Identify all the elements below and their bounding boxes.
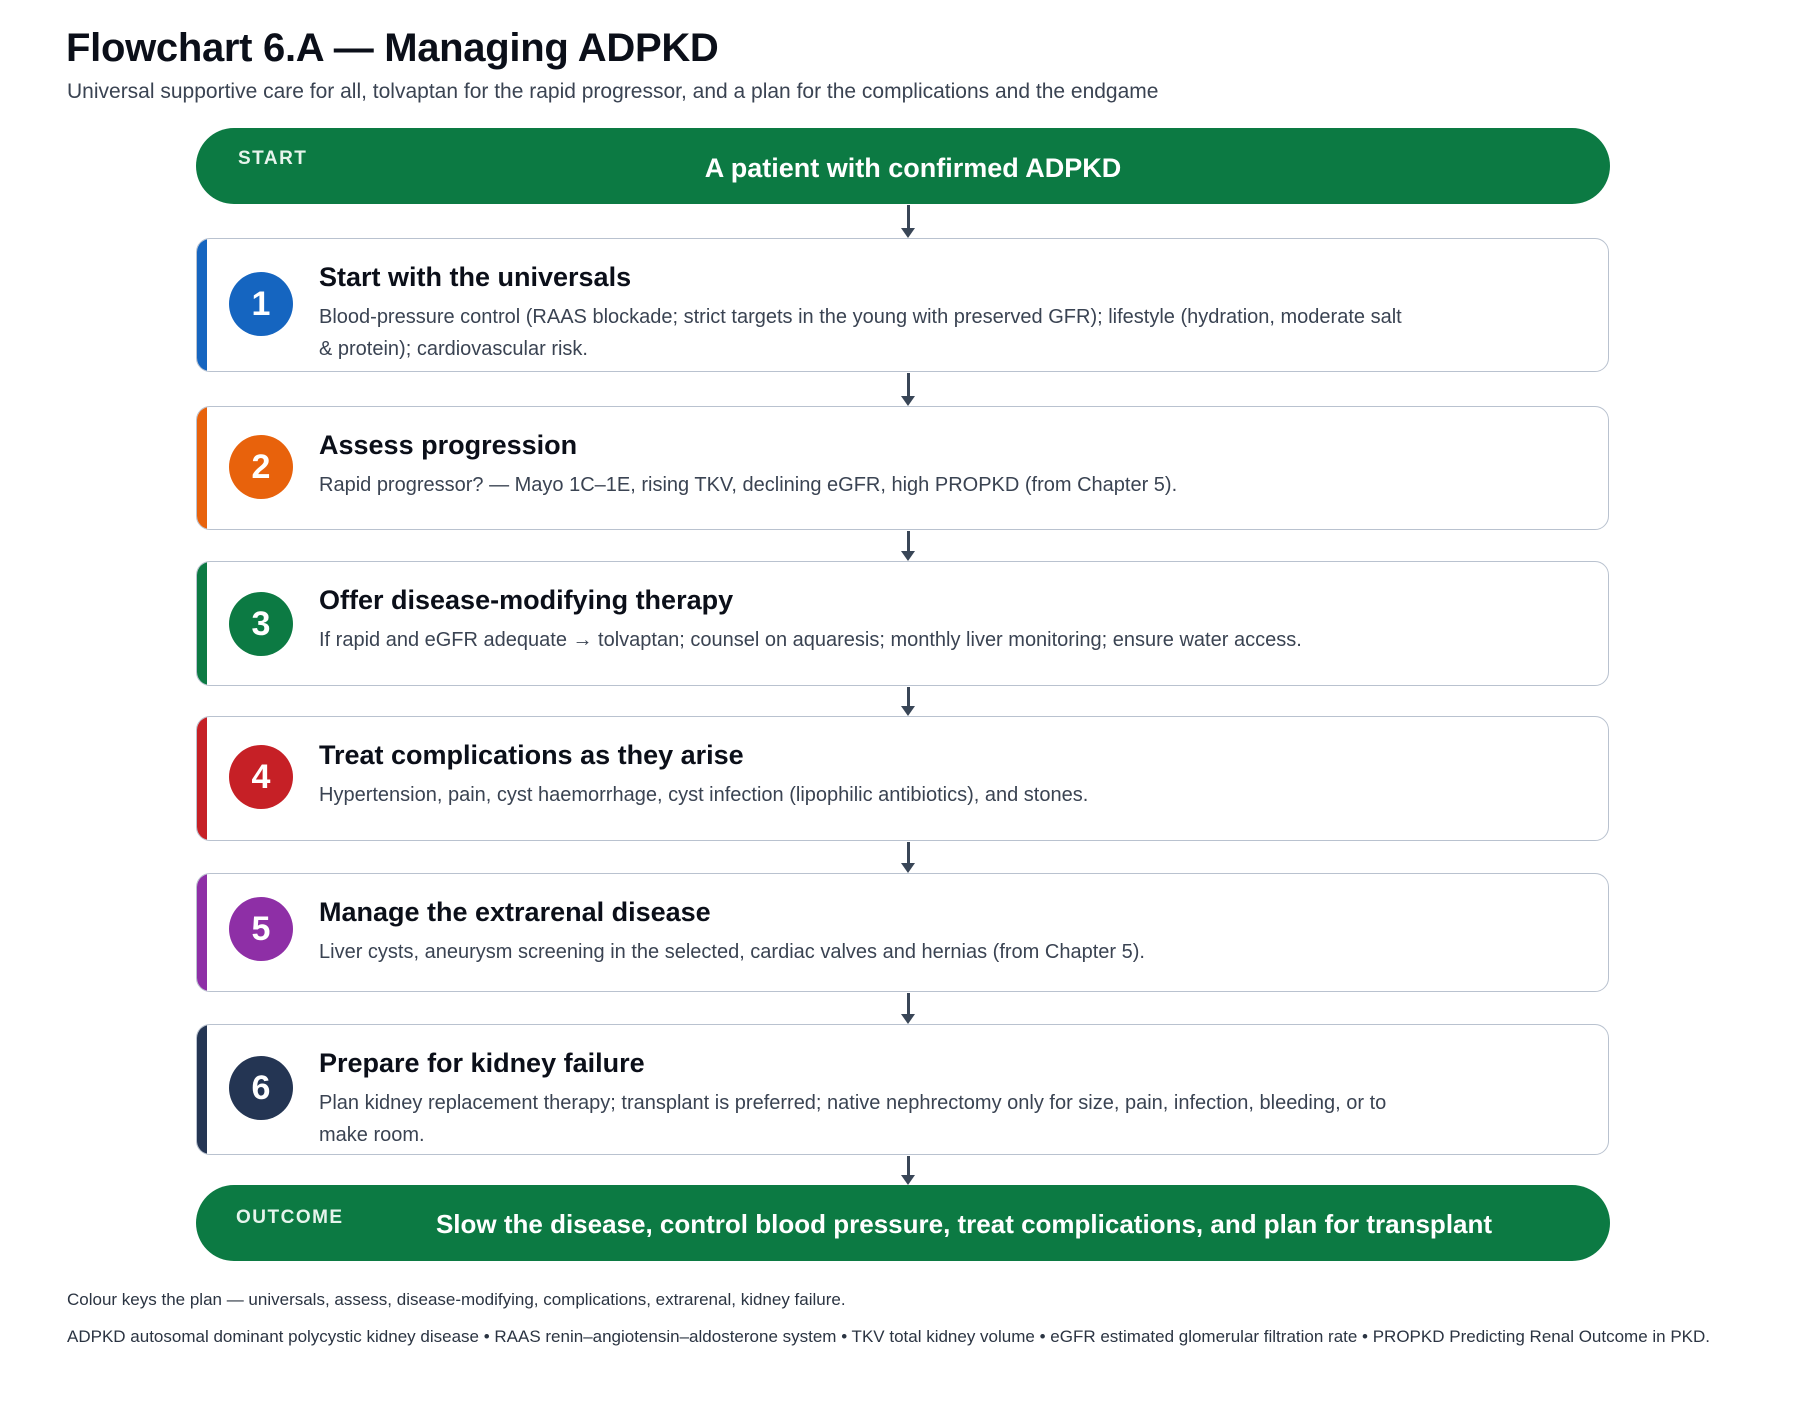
step-5-description: Liver cysts, aneurysm screening in the selected, cardiac valves and hernias (from Chapter 5). <box>319 941 1145 963</box>
step-5-number-badge: 5 <box>229 897 293 961</box>
flow-arrow <box>898 1156 918 1185</box>
step-6-accent <box>197 1025 207 1154</box>
flow-arrow <box>898 531 918 561</box>
step-4-description: Hypertension, pain, cyst haemorrhage, cyst infection (lipophilic antibiotics), and stones. <box>319 784 1089 806</box>
step-6-box <box>196 1024 1609 1155</box>
outcome-tag: OUTCOME <box>236 1207 344 1228</box>
start-tag: START <box>238 148 308 169</box>
step-6-number-badge: 6 <box>229 1056 293 1120</box>
step-1-number-badge: 1 <box>229 272 293 336</box>
step-3-box <box>196 561 1609 686</box>
step-6-title: Prepare for kidney failure <box>319 1048 645 1078</box>
step-2-number-badge: 2 <box>229 435 293 499</box>
step-6-description: Plan kidney replacement therapy; transplant is preferred; native nephrectomy only for size, pain, infection, bleeding, or to make room. <box>319 1092 1387 1146</box>
step-3-number-badge: 3 <box>229 592 293 656</box>
abbreviations-note: ADPKD autosomal dominant polycystic kidney disease • RAAS renin–angiotensin–aldosterone system • TKV total kidney volume • eGFR estimated glomerular filtration rate • PROPKD Predicting Renal Outcome in PKD. <box>67 1327 1711 1346</box>
step-3-title: Offer disease-modifying therapy <box>319 585 734 615</box>
page-title: Flowchart 6.A — Managing ADPKD <box>66 26 719 70</box>
step-2-title: Assess progression <box>319 430 578 460</box>
step-1-description: Blood-pressure control (RAAS blockade; strict targets in the young with preserved GFR); lifestyle (hydration, moderate salt & protein); cardiovascular risk. <box>319 306 1402 360</box>
step-3-description: If rapid and eGFR adequate → tolvaptan; counsel on aquaresis; monthly liver monitoring; ensure water access. <box>319 629 1302 651</box>
step-3-accent <box>197 562 207 685</box>
step-5-title: Manage the extrarenal disease <box>319 897 711 927</box>
page-subtitle: Universal supportive care for all, tolvaptan for the rapid progressor, and a plan for the complications and the endgame <box>67 80 1159 103</box>
flow-arrow <box>898 205 918 238</box>
flow-arrow <box>898 687 918 716</box>
outcome-node <box>196 1185 1610 1261</box>
step-4-title: Treat complications as they arise <box>319 740 744 770</box>
flow-arrow <box>898 842 918 873</box>
step-4-number-badge: 4 <box>229 745 293 809</box>
step-2-box <box>196 406 1609 530</box>
step-4-box <box>196 716 1609 841</box>
flow-arrow <box>898 993 918 1024</box>
step-2-accent <box>197 407 207 529</box>
step-1-title: Start with the universals <box>319 262 632 292</box>
step-2-description: Rapid progressor? — Mayo 1C–1E, rising TKV, declining eGFR, high PROPKD (from Chapter 5). <box>319 474 1178 496</box>
step-1-accent <box>197 239 207 371</box>
colour-key-note: Colour keys the plan — universals, assess, disease-modifying, complications, extrarenal, kidney failure. <box>67 1290 846 1309</box>
outcome-text: Slow the disease, control blood pressure, treat complications, and plan for transplant <box>435 1209 1493 1239</box>
start-node <box>196 128 1610 204</box>
step-5-box <box>196 873 1609 992</box>
step-5-accent <box>197 874 207 991</box>
step-4-accent <box>197 717 207 840</box>
step-1-box <box>196 238 1609 372</box>
flow-arrow <box>898 373 918 406</box>
start-text: A patient with confirmed ADPKD <box>704 153 1122 183</box>
